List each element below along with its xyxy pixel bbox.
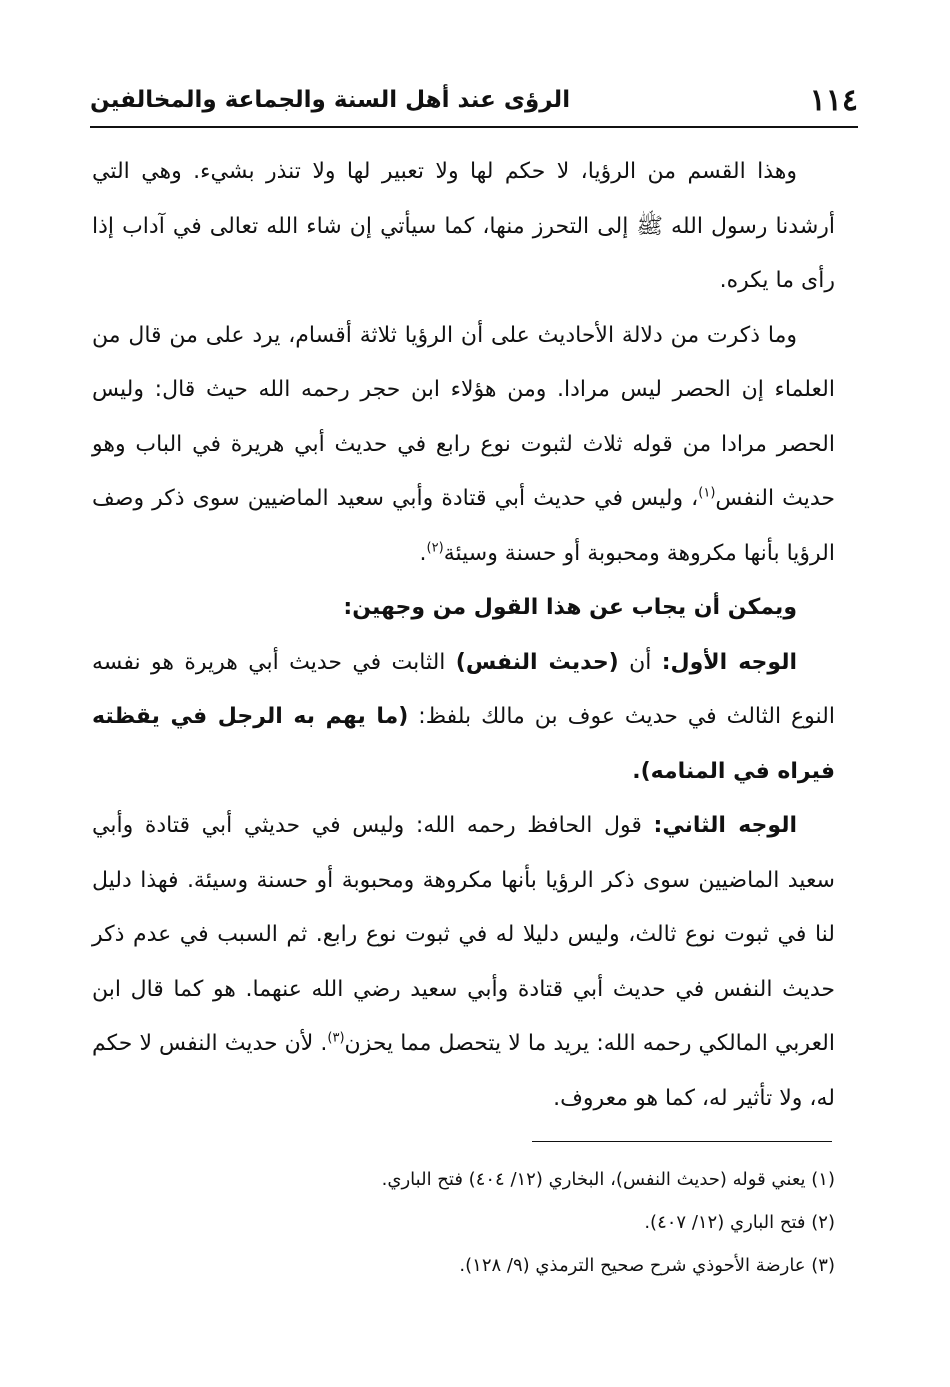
paragraph-1: وهذا القسم من الرؤيا، لا حكم لها ولا تعبير لها ولا تنذر بشيء. وهي التي أرشدنا رسول الله ﷺ إلى التحرز منها، كما سيأتي إن شاء الله تعالى في آداب إذا رأى ما يكره. bbox=[92, 159, 835, 293]
main-text bbox=[92, 145, 835, 1126]
page-number: ١١٤ bbox=[809, 82, 858, 118]
first-aspect-text-a: أن bbox=[618, 649, 662, 675]
second-aspect-text-b: . لأن حديث النفس لا حكم له، ولا تأثير له، كما هو معروف. bbox=[92, 1031, 835, 1111]
paragraph-2-text-a: وما ذكرت من دلالة الأحاديث على أن الرؤيا ثلاثة أقسام، يرد على من قال من العلماء إن الحصر ليس مرادا. ومن هؤلاء ابن حجر رحمه الله حيث قال: وليس الحصر مرادا من قوله ثلاث لثبوت نوع رابع في حديث أبي هريرة في الباب وهو حديث النفس bbox=[92, 322, 835, 511]
running-title: الرؤى عند أهل السنة والجماعة والمخالفين bbox=[90, 87, 571, 113]
section-heading: ويمكن أن يجاب عن هذا القول من وجهين: bbox=[343, 595, 797, 620]
footnote-1: (١) يعني قوله (حديث النفس)، البخاري (١٢/ ٤٠٤) فتح الباري. bbox=[381, 1169, 835, 1190]
first-aspect-text-b: الثابت في حديث أبي هريرة هو نفسه النوع الثالث في حديث عوف بن مالك بلفظ: bbox=[92, 649, 835, 729]
header-rule bbox=[90, 126, 858, 128]
first-aspect-label: الوجه الأول: bbox=[661, 649, 797, 675]
second-aspect-text-a: قول الحافظ رحمه الله: وليس في حديثي أبي قتادة وأبي سعيد الماضيين سوى ذكر الرؤيا بأنها مكروهة ومحبوبة أو حسنة وسيئة. فهذا دليل لنا في ثبوت نوع ثالث، وليس دليلا له في ثبوت نوع رابع. ثم السبب في عدم ذكر حديث النفس في حديث أبي قتادة وأبي سعيد رضي الله عنهما. هو كما قال ابن العربي المالكي رحمه الله: يريد ما لا يتحصل مما يحزن bbox=[92, 813, 835, 1056]
footnote-3: (٣) عارضة الأحوذي شرح صحيح الترمذي (٩/ ١٢٨). bbox=[459, 1255, 835, 1276]
footnote-2: (٢) فتح الباري (١٢/ ٤٠٧). bbox=[644, 1212, 835, 1233]
footnote-ref-1[interactable]: (١) bbox=[698, 485, 716, 501]
footnote-ref-3[interactable]: (٣) bbox=[327, 1030, 345, 1046]
second-aspect-label: الوجه الثاني: bbox=[653, 813, 797, 838]
footnotes bbox=[92, 1158, 835, 1287]
paragraph-first-aspect bbox=[92, 636, 835, 800]
footnote-ref-2[interactable]: (٢) bbox=[426, 540, 444, 556]
footnote-separator bbox=[532, 1141, 832, 1142]
paragraph-second-aspect bbox=[92, 799, 835, 1126]
paragraph-2-end: . bbox=[419, 540, 427, 566]
page-header bbox=[90, 78, 858, 122]
paragraph-2 bbox=[92, 309, 835, 582]
paragraph-2-text-b: ، وليس في حديث أبي قتادة وأبي سعيد الماضيين سوى ذكر وصف الرؤيا بأنها مكروهة ومحبوبة أو حسنة وسيئة bbox=[92, 486, 835, 566]
first-aspect-bold-1: (حديث النفس) bbox=[455, 649, 619, 675]
first-aspect-bold-2: (ما يهم به الرجل في يقظته فيراه في المنامه). bbox=[92, 704, 835, 784]
